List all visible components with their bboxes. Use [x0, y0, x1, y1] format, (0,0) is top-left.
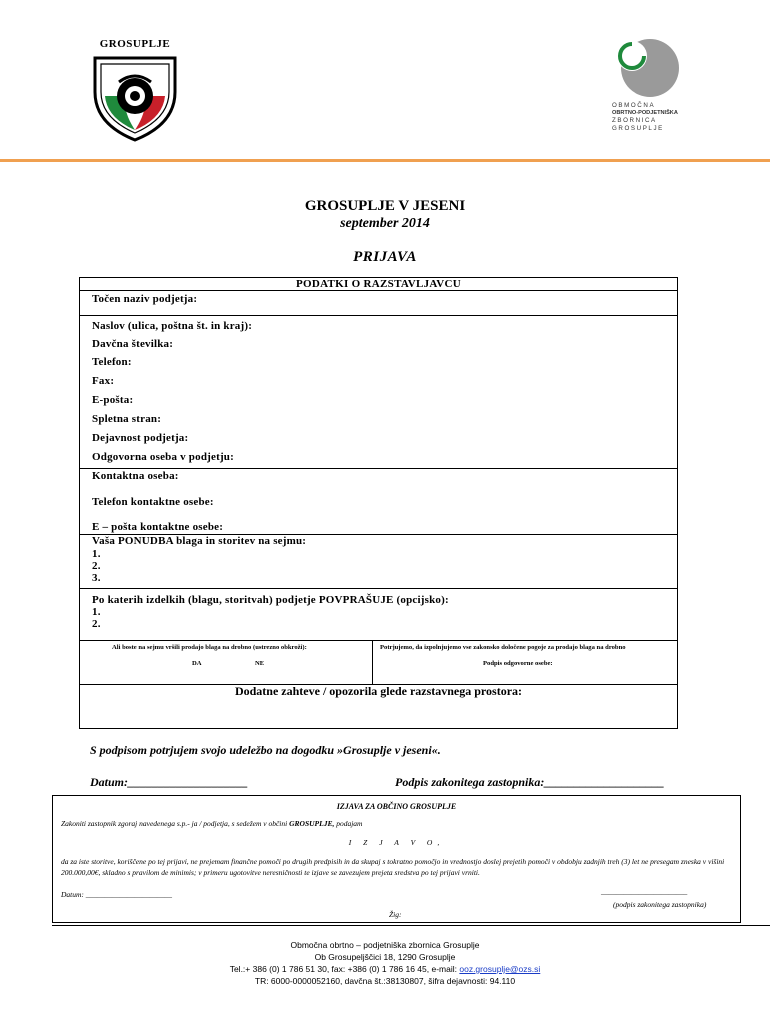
- logo-wordmark: GROSUPLJE: [99, 38, 171, 50]
- activity-field[interactable]: Dejavnost podjetja:: [92, 432, 189, 444]
- statement-declaration-heading: I Z J A V O,: [348, 838, 445, 847]
- retail-no-option[interactable]: NE: [255, 660, 265, 667]
- coat-of-arms-icon: [89, 52, 181, 142]
- exhibitor-form: [79, 277, 678, 729]
- statement-intro: Zakoniti zastopnik zgoraj navedenega s.p.- ja / podjetja, s sedežem v občini GROSUPLJE, podajam: [61, 819, 363, 828]
- ooz-emblem-icon: [610, 36, 680, 98]
- divider: [80, 588, 677, 589]
- divider: [80, 640, 677, 641]
- fax-field[interactable]: Fax:: [92, 375, 115, 387]
- phone-field[interactable]: Telefon:: [92, 356, 132, 368]
- offer-item-1[interactable]: 1.: [92, 548, 101, 560]
- statement-date-field[interactable]: Datum: _______________________: [61, 890, 173, 899]
- ooz-wordmark: OBMOČNA OBRTNO-PODJETNIŠKA ZBORNICA GROSUPLJE: [612, 102, 678, 132]
- offer-label: Vaša PONUDBA blaga in storitev na sejmu:: [92, 535, 307, 547]
- participation-confirmation: S podpisom potrjujem svojo udeležbo na dogodku »Grosuplje v jeseni«.: [90, 743, 441, 757]
- divider: [80, 290, 677, 291]
- extra-requests-field[interactable]: Dodatne zahteve / opozorila glede razstavnega prostora:: [234, 684, 523, 698]
- contact-person-field[interactable]: Kontaktna oseba:: [92, 470, 179, 482]
- retail-confirmation: Potrjujemo, da izpolnjujemo vse zakonsko določene pogoje za prodajo blaga na drobno: [380, 644, 626, 651]
- responsible-signature-field[interactable]: Podpis odgovorne osebe:: [483, 660, 553, 667]
- address-field[interactable]: Naslov (ulica, poštna št. in kraj):: [92, 320, 253, 332]
- email-field[interactable]: E-pošta:: [92, 394, 134, 406]
- statement-title: IZJAVA ZA OBČINO GROSUPLJE: [336, 802, 457, 811]
- contact-phone-field[interactable]: Telefon kontaktne osebe:: [92, 496, 214, 508]
- retail-yes-option[interactable]: DA: [192, 660, 202, 667]
- divider: [80, 315, 677, 316]
- column-divider: [372, 640, 373, 685]
- representative-signature-field[interactable]: Podpis zakonitega zastopnika:____________________: [395, 775, 665, 789]
- footer-org-name: Območna obrtno – podjetniška zbornica Grosuplje: [290, 940, 480, 950]
- section-title: PODATKI O RAZSTAVLJAVCU: [295, 278, 461, 290]
- statement-signature-field[interactable]: _______________________: [601, 887, 688, 896]
- header-divider: [0, 159, 770, 162]
- footer-email-link[interactable]: ooz.grosuplje@ozs.si: [459, 964, 541, 974]
- website-field[interactable]: Spletna stran:: [92, 413, 162, 425]
- divider: [80, 468, 677, 469]
- statement-signature-caption: (podpis zakonitega zastopnika): [613, 900, 707, 909]
- offer-item-3[interactable]: 3.: [92, 572, 101, 584]
- municipality-statement: [52, 795, 741, 923]
- demand-item-1[interactable]: 1.: [92, 606, 101, 618]
- date-field[interactable]: Datum:____________________: [90, 775, 249, 789]
- document-title: GROSUPLJE V JESENI: [304, 198, 466, 214]
- retail-question: Ali boste na sejmu vršili prodajo blaga na drobno (ustrezno obkroži):: [112, 644, 307, 651]
- ooz-logo: [604, 36, 690, 146]
- demand-item-2[interactable]: 2.: [92, 618, 101, 630]
- contact-email-field[interactable]: E – pošta kontaktne osebe:: [92, 521, 224, 533]
- document-subtitle: september 2014: [340, 216, 430, 231]
- footer-contact: Tel.:+ 386 (0) 1 786 51 30, fax: +386 (0) 1 786 16 45, e-mail: ooz.grosuplje@ozs.si: [229, 964, 541, 974]
- statement-body: da za iste storitve, koriščene po tej prijavi, ne prejemam finančne pomoči po drugih predpisih in da skupaj s tokratno pomočjo in vrednostjo doslej prejetih pomoči v obdobju zadnjih treh (3) let ne presegam zneska v višini 200.000,00€, skladno s pravilom de minimis; v primeru ugotovitve neresničnosti te izjave se zavezujem prejeta sredstva po tej prijavi vrniti.: [61, 857, 725, 877]
- company-name-field[interactable]: Točen naziv podjetja:: [92, 293, 198, 305]
- footer-bank-info: TR: 6000-0000052160, davčna št.:38130807, šifra dejavnosti: 94.110: [254, 976, 516, 986]
- grosuplje-logo: [85, 38, 185, 143]
- footer-divider: [52, 925, 770, 926]
- footer-address: Ob Grosupeljščici 18, 1290 Grosuplje: [314, 952, 456, 962]
- form-title: PRIJAVA: [353, 249, 417, 265]
- stamp-label: Žig:: [389, 910, 402, 919]
- responsible-person-field[interactable]: Odgovorna oseba v podjetju:: [92, 451, 234, 463]
- tax-number-field[interactable]: Davčna številka:: [92, 338, 174, 350]
- offer-item-2[interactable]: 2.: [92, 560, 101, 572]
- demand-label: Po katerih izdelkih (blagu, storitvah) podjetje POVPRAŠUJE (opcijsko):: [92, 594, 449, 606]
